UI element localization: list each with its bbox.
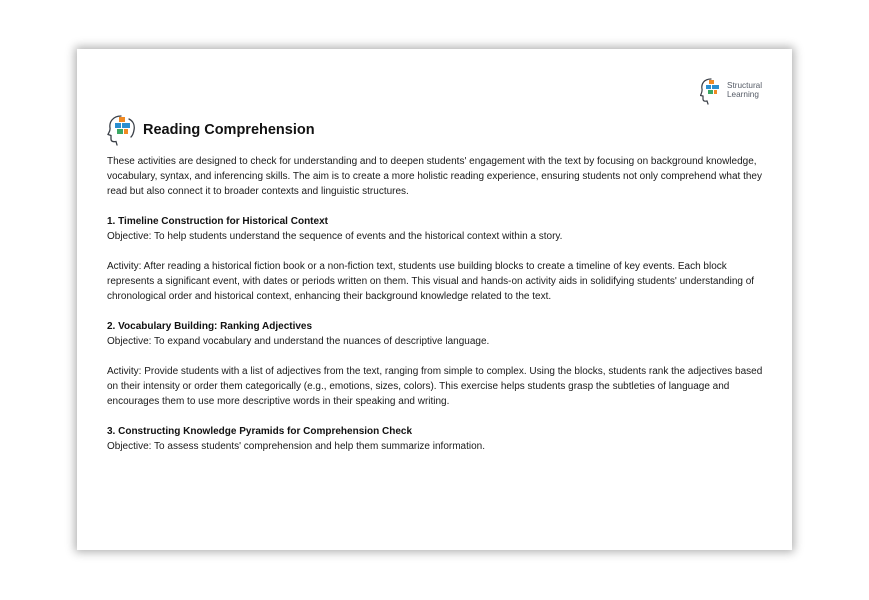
section-3-objective: Objective: To assess students' comprehension and help them summarize information. [107, 441, 486, 452]
head-blocks-logo-icon [700, 77, 724, 105]
brand-line-1: Structural [727, 81, 763, 91]
head-blocks-icon [107, 113, 137, 147]
page-title: Reading Comprehension [143, 122, 315, 138]
section-3-heading: 3. Constructing Knowledge Pyramids for Comprehension Check [107, 426, 413, 437]
document-page [77, 49, 792, 550]
section-1-activity: Activity: After reading a historical fiction book or a non-fiction text, students use building blocks to create a timeline of key events. Each block represents a significant event, with dates or periods written on them. This visual and hands-on activity aids in solidifying students' understanding of chronological order and historical context, enhancing their background knowledge related to the text. [107, 261, 755, 302]
document-body [107, 154, 767, 454]
section-1-objective: Objective: To help students understand the sequence of events and the historical context within a story. [107, 231, 563, 242]
section-2-activity: Activity: Provide students with a list of adjectives from the text, ranging from simple to complex. Using the blocks, students rank the adjectives based on their intensity or order them categorically (e.g., emotions, sizes, colors). This exercise helps students grasp the subtleties of language and encourages them to use more descriptive words in their speaking and writing. [107, 366, 763, 407]
structural-learning-logo [700, 77, 762, 105]
section-2-heading: 2. Vocabulary Building: Ranking Adjectives [107, 321, 313, 332]
intro-paragraph: These activities are designed to check for understanding and to deepen students' engagement with the text by focusing on background knowledge, vocabulary, syntax, and inferencing skills. The aim is to create a more holistic reading experience, ensuring students not only comprehend what they read but also connect it to broader contexts and linguistic structures. [107, 156, 762, 197]
title-row [107, 113, 315, 147]
section-2-objective: Objective: To expand vocabulary and understand the nuances of descriptive language. [107, 336, 490, 347]
brand-line-2: Learning [727, 90, 759, 99]
section-1-heading: 1. Timeline Construction for Historical Context [107, 216, 328, 227]
brand-name [727, 82, 762, 99]
